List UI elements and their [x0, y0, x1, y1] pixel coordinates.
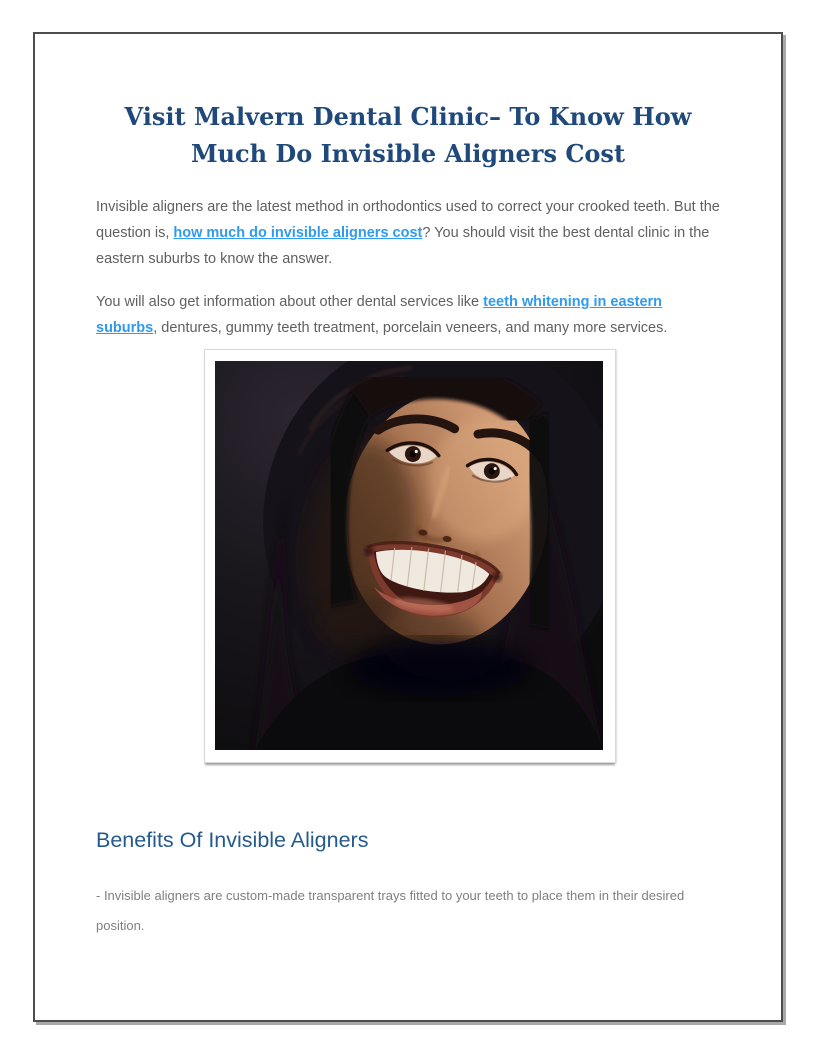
page-border-box: [33, 32, 783, 1022]
services-text-after: , dentures, gummy teeth treatment, porcelain veneers, and many more services.: [153, 320, 668, 336]
benefit-paragraph: - Invisible aligners are custom-made transparent trays fitted to your teeth to place them in their desired position.: [96, 888, 685, 933]
intro-text-after: ? You should visit the best dental clinic in the eastern suburbs to know the answer.: [96, 225, 710, 267]
benefits-heading: Benefits Of Invisible Aligners: [96, 828, 369, 852]
smiling-woman-illustration: [215, 361, 603, 750]
intro-paragraph: [96, 194, 720, 272]
page-title: Visit Malvern Dental Clinic– To Know How Much Do Invisible Aligners Cost: [124, 102, 692, 168]
invisible-aligners-cost-link[interactable]: how much do invisible aligners cost: [173, 225, 423, 241]
services-text-before: You will also get information about other dental services like: [96, 294, 484, 310]
smiling-woman-photo: [215, 361, 603, 750]
teeth-whitening-link[interactable]: teeth whitening in eastern suburbs: [96, 294, 663, 336]
photo-frame: [204, 349, 616, 763]
services-paragraph: [96, 289, 720, 341]
intro-text-before: Invisible aligners are the latest method in orthodontics used to correct your crooked teeth. But the question is,: [96, 199, 720, 241]
